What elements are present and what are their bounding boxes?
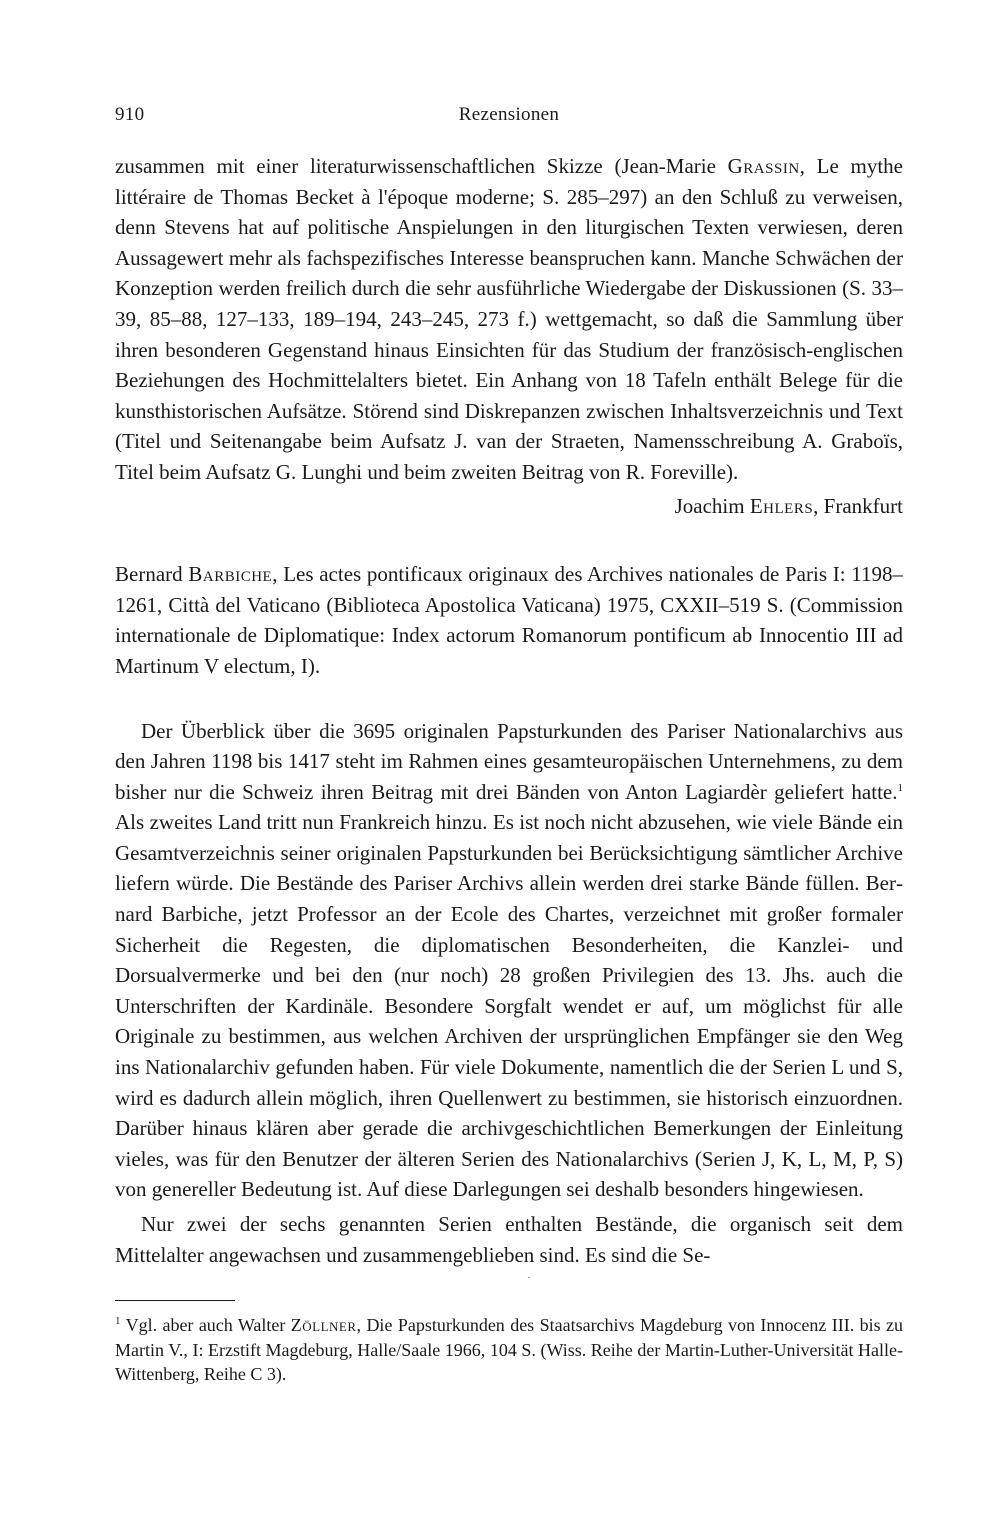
review-text-start: zusammen mit einer literaturwissenschaftlichen Skizze (Jean-Marie [115,154,728,178]
page-number: 910 [115,104,145,125]
page-header [115,96,903,136]
review-conclusion-paragraph [115,151,903,488]
paragraph-1-text-b: Als zweites Land tritt nun Frankreich hinzu. Es ist noch nicht abzusehen, wie viele Bände ein Gesamtverzeichnis seiner originalen Papsturkunden bei Berücksichtigung sämtlicher Archive liefern würde. Die Bestände des Pariser Archivs allein werden drei starke Bände füllen. Bernard Barbiche, jetzt Professor an der Ecole des Chartes, verzeichnet mit großer formaler Sicherheit die Regesten, die diplomatischen Besonderheiten, die Kanzlei- und Dorsualvermerke und bei den (nur noch) 28 großen Privilegien des 13. Jhs. auch die Unterschriften der Kardinäle. Besondere Sorgfalt wendet er auf, um möglichst für alle Originale zu bestimmen, aus welchen Archiven der ursprünglichen Empfänger sie den Weg ins Nationalarchiv gefunden haben. Für viele Dokumente, namentlich die der Serien L und S, wird es dadurch allein möglich, ihren Quellenwert zu bestimmen, sie historisch einzuordnen. Darüber hinaus klären aber gerade die archivgeschichtlichen Bemerkungen der Einleitung vieles, was für den Benutzer der älteren Serien des Nationalarchivs (Serien J, K, L, M, P, S) von genereller Bedeutung ist. Auf diese Darlegungen sei deshalb besonders hingewiesen. [115,810,903,1202]
book-citation: , Les actes pontificaux originaux des Archives nationales de Paris I: 1198–1261, Città del Vaticano (Biblioteca Apostolica Vaticana) 1975, CXXII–519 S. (Commission internationale de Diplomatique: Index actorum Romanorum pontificum ab Innocentio III ad Martinum V electum, I). [115,562,903,678]
footnote-text-a: Vgl. aber auch Walter [120,1315,291,1336]
author-name-grassin: Grassin [727,154,800,178]
book-author-last-name: Barbiche [188,562,273,587]
review-text-continued: , Le mythe littéraire de Thomas Becket à l'époque moderne; S. 285–297) an den Schluß zu verweisen, denn Stevens hat auf politische Anspielungen in den liturgischen Texten verwiesen, deren Aussagewert mehr als fachspezifisches Interesse beanspruchen kann. Manche Schwächen der Konzeption werden freilich durch die sehr ausführliche Wiedergabe der Diskussionen (S. 33–39, 85–88, 127–133, 189–194, 243–245, 273 f.) wettgemacht, so daß die Sammlung über ihren besonderen Gegenstand hinaus Einsichten für das Studium der französisch-englischen Beziehungen des Hochmittelalters bietet. Ein Anhang von 18 Tafeln enthält Belege für die kunsthistorischen Aufsätze. Störend sind Diskrepanzen zwischen Inhaltsverzeichnis und Text (Titel und Seitenangabe beim Aufsatz J. van der Straeten, Namensschreibung A. Graboïs, Titel beim Aufsatz G. Lunghi und beim zweiten Beitrag von R. Foreville). [115,154,903,484]
footnote-reference[interactable]: 1 [897,781,903,794]
book-author-first-name: Bernard [115,562,189,587]
stray-mark: · [527,1270,531,1285]
bibliographic-entry [115,559,903,681]
footnote-1 [115,1313,903,1387]
reviewer-last-name: Ehlers [749,493,814,518]
running-title: Rezensionen [458,104,560,125]
reviewer-place: , Frankfurt [813,493,903,518]
reviewer-signature [115,491,903,522]
review-body-paragraph-1 [115,716,903,1206]
review-body-paragraph-2: Nur zwei der sechs genannten Serien enthalten Bestände, die organisch seit dem Mittelalter angewachsen und zusammengeblieben sind. Es sind die Se- [115,1212,903,1267]
footnote-author-name: Zöllner [290,1315,357,1336]
paragraph-1-text-a: Der Überblick über die 3695 originalen Papsturkunden des Pariser Nationalarchivs aus den Jahren 1198 bis 1417 steht im Rahmen eines gesamteuropäischen Unternehmens, zu dem bisher nur die Schweiz ihren Beitrag mit drei Bänden von Anton Lagiardèr geliefert hatte. [115,718,903,804]
reviewer-first-name: Joachim [674,493,750,518]
footnote-divider [115,1300,235,1301]
footnote-marker: 1 [115,1315,121,1328]
footnote-text-b: , Die Papsturkunden des Staatsarchivs Magdeburg von Innocenz III. bis zu Martin V., I: Erzstift Magdeburg, Halle/Saale 1966, 104 S. (Wiss. Reihe der Martin-Luther-Universität Halle-Wittenberg, Reihe C 3). [115,1315,903,1385]
document-page [115,96,903,1387]
